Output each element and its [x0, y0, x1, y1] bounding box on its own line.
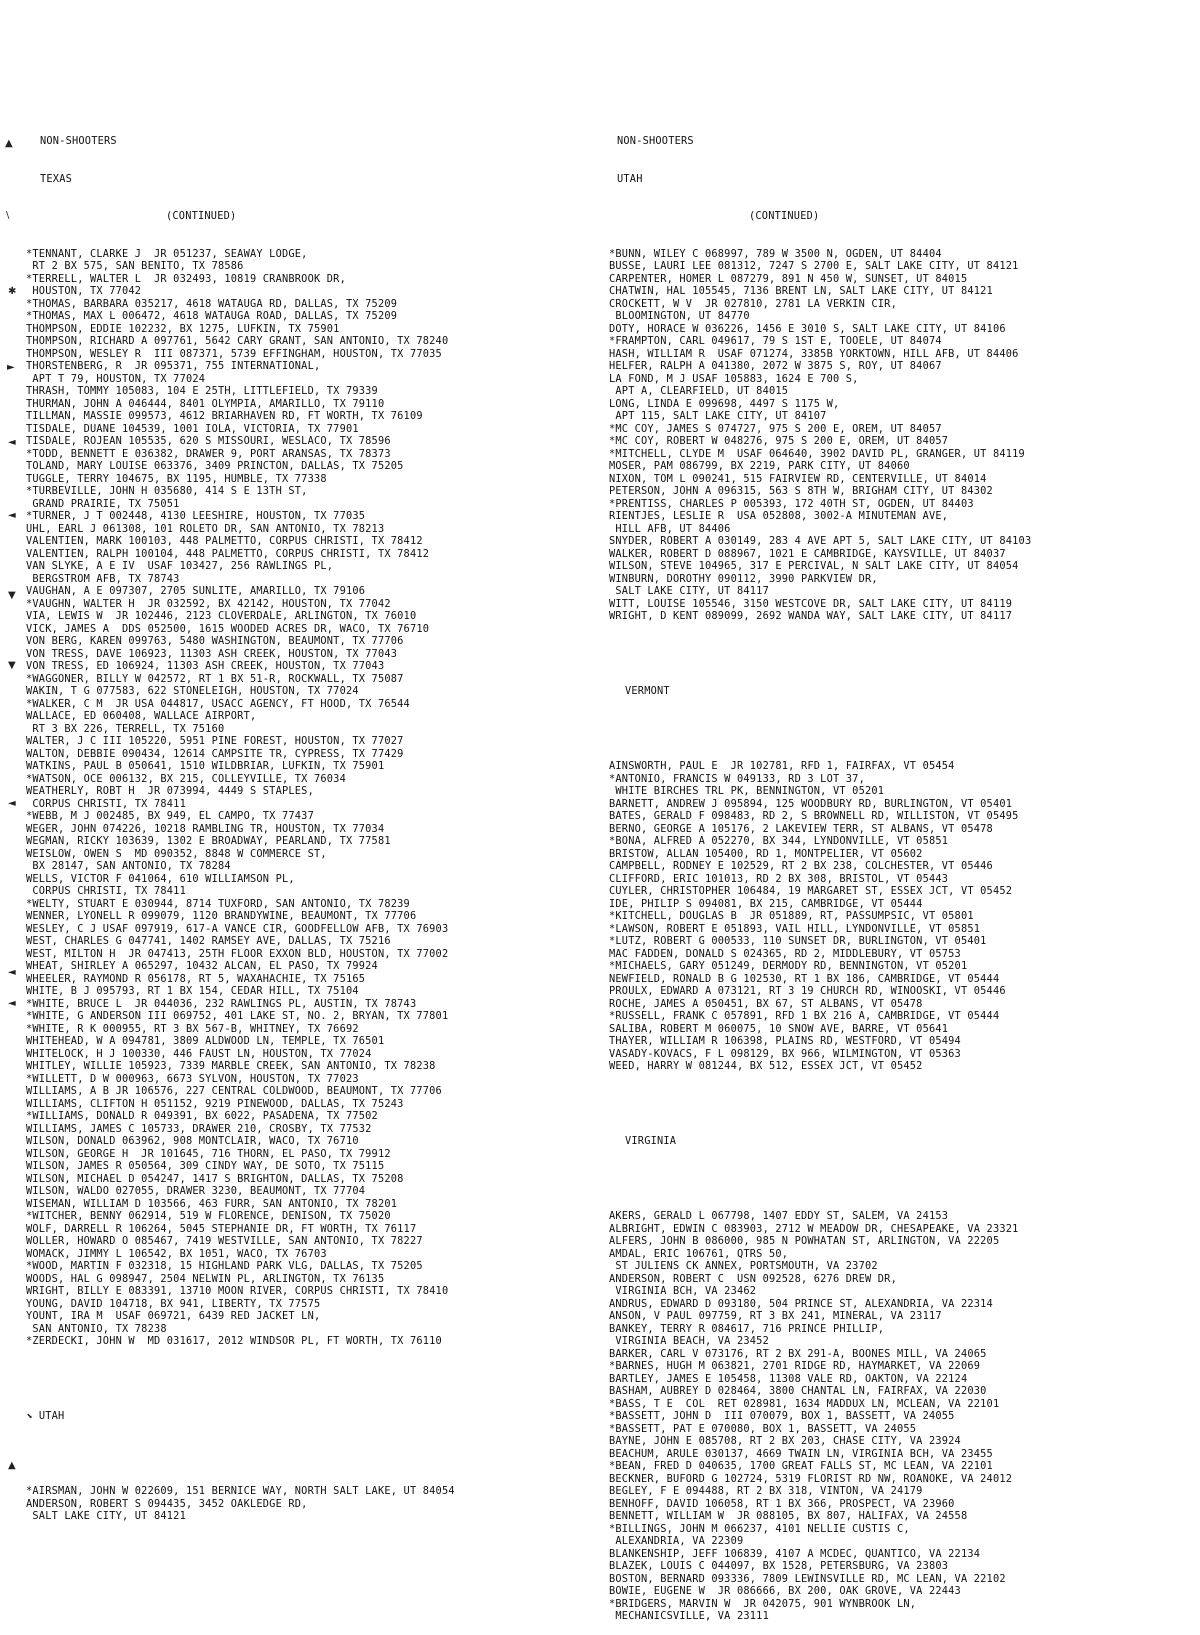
list-item: PETERSON, JOHN A 096315, 563 S 8TH W, BRIGHAM CITY, UT 84302: [609, 485, 993, 497]
list-item: WILSON, MICHAEL D 054247, 1417 S BRIGHTON, DALLAS, TX 75208: [26, 1172, 404, 1185]
list-item: ANDERSON, ROBERT C USN 092528, 6276 DREW DR,: [609, 1272, 897, 1285]
list-item: WEED, HARRY W 081244, BX 512, ESSEX JCT, VT 05452: [609, 1060, 923, 1072]
list-item: WHEAT, SHIRLEY A 065297, 10432 ALCAN, EL PASO, TX 79924: [26, 960, 378, 972]
list-item: *WAGGONER, BILLY W 042572, RT 1 BX 51-R, ROCKWALL, TX 75087: [26, 672, 404, 685]
list-item: *WHITE, R K 000955, RT 3 BX 567-B, WHITNEY, TX 76692: [26, 1022, 359, 1035]
list-item: BARNETT, ANDREW J 095894, 125 WOODBURY RD, BURLINGTON, VT 05401: [609, 797, 1013, 810]
list-item: WILLIAMS, CLIFTON H 051152, 9219 PINEWOOD, DALLAS, TX 75243: [26, 1097, 404, 1110]
list-item: WEST, MILTON H JR 047413, 25TH FLOOR EXXON BLD, HOUSTON, TX 77002: [26, 947, 449, 960]
list-item: *THOMAS, BARBARA 035217, 4618 WATAUGA RD, DALLAS, TX 75209: [26, 297, 398, 310]
list-item: BENHOFF, DAVID 106058, RT 1 BX 366, PROSPECT, VA 23960: [609, 1497, 955, 1510]
list-item: TISDALE, ROJEAN 105535, 620 S MISSOURI, WESLACO, TX 78596: [26, 435, 391, 447]
list-item: BERNO, GEORGE A 105176, 2 LAKEVIEW TERR, ST ALBANS, VT 05478: [609, 822, 993, 835]
list-item: WHITE, B J 095793, RT 1 BX 154, CEDAR HILL, TX 75104: [26, 985, 359, 997]
margin-mark-icon: ◄: [8, 798, 16, 809]
margin-mark-icon: ▼: [8, 660, 16, 671]
section-gap: [609, 723, 1184, 736]
list-item: WOLF, DARRELL R 106264, 5045 STEPHANIE DR, FT WORTH, TX 76117: [26, 1222, 417, 1235]
list-item: CHATWIN, HAL 105545, 7136 BRENT LN, SALT LAKE CITY, UT 84121: [609, 285, 993, 297]
margin-mark-icon: \: [6, 210, 10, 221]
list-item: *TODD, BENNETT E 036382, DRAWER 9, PORT ARANSAS, TX 78373: [26, 447, 391, 460]
list-item: *FRAMPTON, CARL 049617, 79 S 1ST E, TOOELE, UT 84074: [609, 335, 942, 347]
arrow-mark-icon: ⬊: [26, 1410, 39, 1422]
list-item: SALT LAKE CITY, UT 84121: [26, 1510, 186, 1522]
list-item: WHITLEY, WILLIE 105923, 7339 MARBLE CREEK, SAN ANTONIO, TX 78238: [26, 1060, 436, 1072]
vermont-entry-list: [609, 760, 1184, 1073]
list-item: VIRGINIA BCH, VA 23462: [609, 1285, 757, 1297]
list-item: ANDERSON, ROBERT S 094435, 3452 OAKLEDGE RD,: [26, 1497, 308, 1510]
list-item: YOUNT, IRA M USAF 069721, 6439 RED JACKET LN,: [26, 1310, 321, 1322]
list-item: THOMPSON, EDDIE 102232, BX 1275, LUFKIN, TX 75901: [26, 322, 340, 335]
list-item: HILL AFB, UT 84406: [609, 522, 731, 535]
section-gap: [26, 1448, 591, 1461]
list-item: *MC COY, JAMES S 074727, 975 S 200 E, OREM, UT 84057: [609, 422, 942, 435]
list-item: VON TRESS, DAVE 106923, 11303 ASH CREEK, HOUSTON, TX 77043: [26, 647, 398, 660]
list-item: *LUTZ, ROBERT G 000533, 110 SUNSET DR, BURLINGTON, VT 05401: [609, 935, 987, 947]
margin-mark-icon: ◄: [8, 998, 16, 1009]
list-item: APT A, CLEARFIELD, UT 84015: [609, 385, 789, 397]
section-gap: [609, 648, 1184, 661]
list-item: BARTLEY, JAMES E 105458, 11308 VALE RD, OAKTON, VA 22124: [609, 1372, 968, 1385]
list-item: SNYDER, ROBERT A 030149, 283 4 AVE APT 5, SALT LAKE CITY, UT 84103: [609, 535, 1032, 547]
list-item: *MITCHELL, CLYDE M USAF 064640, 3902 DAVID PL, GRANGER, UT 84119: [609, 447, 1025, 460]
list-item: WESLEY, C J USAF 097919, 617-A VANCE CIR, GOODFELLOW AFB, TX 76903: [26, 922, 449, 935]
list-item: *MC COY, ROBERT W 048276, 975 S 200 E, OREM, UT 84057: [609, 435, 949, 447]
list-item: ST JULIENS CK ANNEX, PORTSMOUTH, VA 23702: [609, 1260, 878, 1272]
list-item: *BASSETT, JOHN D III 070079, BOX 1, BASSETT, VA 24055: [609, 1410, 955, 1422]
list-item: WOODS, HAL G 098947, 2504 NELWIN PL, ARLINGTON, TX 76135: [26, 1272, 385, 1285]
list-item: NEWFIELD, RONALD B G 102530, RT 1 BX 186, CAMBRIDGE, VT 05444: [609, 972, 1000, 985]
list-item: TISDALE, DUANE 104539, 1001 IOLA, VICTORIA, TX 77901: [26, 422, 359, 435]
list-item: CLIFFORD, ERIC 101013, RD 2 BX 308, BRISTOL, VT 05443: [609, 872, 949, 885]
list-item: BOWIE, EUGENE W JR 086666, BX 200, OAK GROVE, VA 22443: [609, 1585, 961, 1597]
virginia-entry-list: [609, 1210, 1184, 1623]
list-item: BARKER, CARL V 073176, RT 2 BX 291-A, BOONES MILL, VA 24065: [609, 1347, 987, 1360]
margin-mark-icon: ▲: [5, 138, 13, 149]
section-gap: [26, 1373, 591, 1386]
list-item: TUGGLE, TERRY 104675, BX 1195, HUMBLE, TX 77338: [26, 472, 327, 485]
list-item: *WILLIAMS, DONALD R 049391, BX 6022, PASADENA, TX 77502: [26, 1110, 378, 1122]
list-item: WATKINS, PAUL B 050641, 1510 WILDBRIAR, LUFKIN, TX 75901: [26, 760, 385, 772]
list-item: BATES, GERALD F 098483, RD 2, S BROWNELL RD, WILLISTON, VT 05495: [609, 810, 1019, 822]
margin-mark-icon: ▲: [8, 1460, 16, 1471]
right-column: [609, 110, 1184, 1635]
list-item: THOMPSON, WESLEY R III 087371, 5739 EFFINGHAM, HOUSTON, TX 77035: [26, 347, 442, 360]
list-item: WHEELER, RAYMOND R 056178, RT 5, WAXAHACHIE, TX 75165: [26, 972, 366, 985]
list-item: WINBURN, DOROTHY 090112, 3990 PARKVIEW DR,: [609, 572, 878, 585]
list-item: HOUSTON, TX 77042: [26, 285, 142, 297]
list-item: WHITELOCK, H J 100330, 446 FAUST LN, HOUSTON, TX 77024: [26, 1047, 372, 1060]
list-item: *AIRSMAN, JOHN W 022609, 151 BERNICE WAY, NORTH SALT LAKE, UT 84054: [26, 1485, 455, 1497]
list-item: ROCHE, JAMES A 050451, BX 67, ST ALBANS, VT 05478: [609, 997, 923, 1010]
list-item: *LAWSON, ROBERT E 051893, VAIL HILL, LYNDONVILLE, VT 05851: [609, 922, 981, 935]
margin-mark-icon: ◄: [8, 967, 16, 978]
margin-mark-icon: ►: [7, 362, 15, 373]
list-item: CORPUS CHRISTI, TX 78411: [26, 797, 186, 810]
list-item: *RUSSELL, FRANK C 057891, RFD 1 BX 216 A, CAMBRIDGE, VT 05444: [609, 1010, 1000, 1022]
list-item: SAN ANTONIO, TX 78238: [26, 1322, 167, 1335]
list-item: BX 28147, SAN ANTONIO, TX 78284: [26, 860, 231, 872]
list-item: *MICHAELS, GARY 051249, DERMODY RD, BENNINGTON, VT 05201: [609, 960, 968, 972]
right-header: NON-SHOOTERS: [617, 135, 694, 147]
list-item: VON BERG, KAREN 099763, 5480 WASHINGTON, BEAUMONT, TX 77706: [26, 635, 404, 647]
list-item: WILSON, WALDO 027055, DRAWER 3230, BEAUMONT, TX 77704: [26, 1185, 366, 1197]
list-item: RIENTJES, LESLIE R USA 052808, 3002-A MINUTEMAN AVE,: [609, 510, 949, 522]
list-item: WEGMAN, RICKY 103639, 1302 E BROADWAY, PEARLAND, TX 77581: [26, 835, 391, 847]
list-item: BAYNE, JOHN E 085708, RT 2 BX 203, CHASE CITY, VA 23924: [609, 1435, 961, 1447]
list-item: *WELTY, STUART E 030944, 8714 TUXFORD, SAN ANTONIO, TX 78239: [26, 897, 410, 910]
list-item: BUSSE, LAURI LEE 081312, 7247 S 2700 E, SALT LAKE CITY, UT 84121: [609, 260, 1019, 272]
list-item: SALIBA, ROBERT M 060075, 10 SNOW AVE, BARRE, VT 05641: [609, 1022, 949, 1035]
list-item: VAN SLYKE, A E IV USAF 103427, 256 RAWLINGS PL,: [26, 560, 334, 572]
list-item: WILSON, GEORGE H JR 101645, 716 THORN, EL PASO, TX 79912: [26, 1147, 391, 1160]
list-item: THRASH, TOMMY 105083, 104 E 25TH, LITTLEFIELD, TX 79339: [26, 385, 378, 397]
list-item: WAKIN, T G 077583, 622 STONELEIGH, HOUSTON, TX 77024: [26, 685, 359, 697]
list-item: ALEXANDRIA, VA 22309: [609, 1535, 744, 1547]
list-item: WEST, CHARLES G 047741, 1402 RAMSEY AVE, DALLAS, TX 75216: [26, 935, 391, 947]
list-item: AINSWORTH, PAUL E JR 102781, RFD 1, FAIRFAX, VT 05454: [609, 760, 955, 772]
list-item: THURMAN, JOHN A 046444, 8401 OLYMPIA, AMARILLO, TX 79110: [26, 397, 385, 410]
left-header: NON-SHOOTERS: [40, 135, 117, 147]
list-item: BLAZEK, LOUIS C 044097, BX 1528, PETERSBURG, VA 23803: [609, 1560, 949, 1572]
list-item: YOUNG, DAVID 104718, BX 941, LIBERTY, TX 77575: [26, 1297, 321, 1310]
utah-entry-list: [26, 1485, 591, 1523]
list-item: WITT, LOUISE 105546, 3150 WESTCOVE DR, SALT LAKE CITY, UT 84119: [609, 597, 1013, 610]
list-item: LA FOND, M J USAF 105883, 1624 E 700 S,: [609, 372, 859, 385]
list-item: CUYLER, CHRISTOPHER 106484, 19 MARGARET ST, ESSEX JCT, VT 05452: [609, 885, 1013, 897]
list-item: VIA, LEWIS W JR 102446, 2123 CLOVERDALE, ARLINGTON, TX 76010: [26, 610, 417, 622]
list-item: ALFERS, JOHN B 086000, 985 N POWHATAN ST, ARLINGTON, VA 22205: [609, 1235, 1000, 1247]
list-item: WILLIAMS, A B JR 106576, 227 CENTRAL COLDWOOD, BEAUMONT, TX 77706: [26, 1085, 442, 1097]
list-item: WILSON, DONALD 063962, 908 MONTCLAIR, WACO, TX 76710: [26, 1135, 359, 1147]
list-item: RT 3 BX 226, TERRELL, TX 75160: [26, 722, 225, 735]
list-item: WEATHERLY, ROBT H JR 073994, 4449 S STAPLES,: [26, 785, 314, 797]
right-subheader: UTAH: [617, 172, 643, 185]
list-item: *WILLETT, D W 000963, 6673 SYLVON, HOUSTON, TX 77023: [26, 1072, 359, 1085]
list-item: MECHANICSVILLE, VA 23111: [609, 1610, 769, 1622]
list-item: CORPUS CHRISTI, TX 78411: [26, 885, 186, 897]
list-item: *THOMAS, MAX L 006472, 4618 WATAUGA ROAD, DALLAS, TX 75209: [26, 310, 398, 322]
margin-mark-icon: ✱: [8, 286, 17, 297]
list-item: *WHITE, BRUCE L JR 044036, 232 RAWLINGS PL, AUSTIN, TX 78743: [26, 997, 417, 1010]
list-item: CAMPBELL, RODNEY E 102529, RT 2 BX 238, COLCHESTER, VT 05446: [609, 860, 993, 872]
list-item: UHL, EARL J 061308, 101 ROLETO DR, SAN ANTONIO, TX 78213: [26, 522, 385, 535]
list-item: *KITCHELL, DOUGLAS B JR 051889, RT, PASSUMPSIC, VT 05801: [609, 910, 974, 922]
list-item: PROULX, EDWARD A 073121, RT 3 19 CHURCH RD, WINOOSKI, VT 05446: [609, 985, 1006, 997]
list-item: *TENNANT, CLARKE J JR 051237, SEAWAY LODGE,: [26, 247, 308, 260]
list-item: WALLACE, ED 060408, WALLACE AIRPORT,: [26, 710, 257, 722]
left-column: [26, 110, 591, 1535]
list-item: BEACHUM, ARULE 030137, 4669 TWAIN LN, VIRGINIA BCH, VA 23455: [609, 1447, 993, 1460]
list-item: *WALKER, C M JR USA 044817, USACC AGENCY, FT HOOD, TX 76544: [26, 697, 410, 710]
list-item: WOMACK, JIMMY L 106542, BX 1051, WACO, TX 76703: [26, 1247, 327, 1260]
list-item: *BASS, T E COL RET 028981, 1634 MADDUX LN, MCLEAN, VA 22101: [609, 1397, 1000, 1410]
list-item: WRIGHT, D KENT 089099, 2692 WANDA WAY, SALT LAKE CITY, UT 84117: [609, 610, 1013, 622]
left-continued: (CONTINUED): [166, 210, 237, 222]
list-item: BANKEY, TERRY R 084617, 716 PRINCE PHILLIP,: [609, 1322, 885, 1335]
list-item: WALKER, ROBERT D 088967, 1021 E CAMBRIDGE, KAYSVILLE, UT 84037: [609, 547, 1006, 560]
list-item: *WOOD, MARTIN F 032318, 15 HIGHLAND PARK VLG, DALLAS, TX 75205: [26, 1260, 423, 1272]
list-item: BERGSTROM AFB, TX 78743: [26, 572, 180, 585]
left-entry-list: [26, 248, 591, 1348]
list-item: VAUGHAN, A E 097307, 2705 SUNLITE, AMARILLO, TX 79106: [26, 585, 366, 597]
list-item: *TERRELL, WALTER L JR 032493, 10819 CRANBROOK DR,: [26, 272, 346, 285]
list-item: THAYER, WILLIAM R 106398, PLAINS RD, WESTFORD, VT 05494: [609, 1035, 961, 1047]
list-item: IDE, PHILIP S 094081, BX 215, CAMBRIDGE, VT 05444: [609, 897, 923, 910]
list-item: ANSON, V PAUL 097759, RT 3 BX 241, MINERAL, VA 23117: [609, 1310, 942, 1322]
section-gap: [609, 1173, 1184, 1186]
list-item: CROCKETT, W V JR 027810, 2781 LA VERKIN CIR,: [609, 297, 897, 310]
list-item: WRIGHT, BILLY E 083391, 13710 MOON RIVER, CORPUS CHRISTI, TX 78410: [26, 1285, 449, 1297]
list-item: *BARNES, HUGH M 063821, 2701 RIDGE RD, HAYMARKET, VA 22069: [609, 1360, 981, 1372]
list-item: BOSTON, BERNARD 093336, 7809 LEWINSVILLE RD, MC LEAN, VA 22102: [609, 1572, 1006, 1585]
list-item: VALENTIEN, MARK 100103, 448 PALMETTO, CORPUS CHRISTI, TX 78412: [26, 535, 423, 547]
list-item: APT 115, SALT LAKE CITY, UT 84107: [609, 410, 827, 422]
list-item: *TURBEVILLE, JOHN H 035680, 414 S E 13TH ST,: [26, 485, 308, 497]
left-subheader: TEXAS: [40, 172, 72, 185]
list-item: *WITCHER, BENNY 062914, 519 W FLORENCE, DENISON, TX 75020: [26, 1210, 391, 1222]
list-item: *BUNN, WILEY C 068997, 789 W 3500 N, OGDEN, UT 84404: [609, 247, 942, 260]
list-item: BLOOMINGTON, UT 84770: [609, 310, 750, 322]
list-item: TOLAND, MARY LOUISE 063376, 3409 PRINCTON, DALLAS, TX 75205: [26, 460, 404, 472]
list-item: *PRENTISS, CHARLES P 005393, 172 40TH ST, OGDEN, UT 84403: [609, 497, 974, 510]
list-item: BASHAM, AUBREY D 028464, 3800 CHANTAL LN, FAIRFAX, VA 22030: [609, 1385, 987, 1397]
list-item: WISEMAN, WILLIAM D 103566, 463 FURR, SAN ANTONIO, TX 78201: [26, 1197, 398, 1210]
list-item: MAC FADDEN, DONALD S 024365, RD 2, MIDDLEBURY, VT 05753: [609, 947, 961, 960]
list-item: WENNER, LYONELL R 099079, 1120 BRANDYWINE, BEAUMONT, TX 77706: [26, 910, 417, 922]
list-item: WALTON, DEBBIE 090434, 12614 CAMPSITE TR, CYPRESS, TX 77429: [26, 747, 404, 760]
margin-mark-icon: ▼: [8, 590, 16, 601]
list-item: BENNETT, WILLIAM W JR 088105, BX 807, HALIFAX, VA 24558: [609, 1510, 968, 1522]
list-item: AKERS, GERALD L 067798, 1407 EDDY ST, SALEM, VA 24153: [609, 1210, 949, 1222]
list-item: TILLMAN, MASSIE 099573, 4612 BRIARHAVEN RD, FT WORTH, TX 76109: [26, 410, 423, 422]
list-item: THORSTENBERG, R JR 095371, 755 INTERNATIONAL,: [26, 360, 321, 372]
list-item: *BEAN, FRED D 040635, 1700 GREAT FALLS ST, MC LEAN, VA 22101: [609, 1460, 993, 1472]
list-item: *WHITE, G ANDERSON III 069752, 401 LAKE ST, NO. 2, BRYAN, TX 77801: [26, 1010, 449, 1022]
list-item: *WEBB, M J 002485, BX 949, EL CAMPO, TX 77437: [26, 810, 314, 822]
list-item: *TURNER, J T 002448, 4130 LEESHIRE, HOUSTON, TX 77035: [26, 510, 366, 522]
list-item: ALBRIGHT, EDWIN C 083903, 2712 W MEADOW DR, CHESAPEAKE, VA 23321: [609, 1222, 1019, 1235]
list-item: WILSON, JAMES R 050564, 309 CINDY WAY, DE SOTO, TX 75115: [26, 1160, 385, 1172]
section-gap: [609, 1098, 1184, 1111]
list-item: *VAUGHN, WALTER H JR 032592, BX 42142, HOUSTON, TX 77042: [26, 597, 391, 610]
list-item: ANDRUS, EDWARD D 093180, 504 PRINCE ST, ALEXANDRIA, VA 22314: [609, 1297, 993, 1310]
vermont-heading: VERMONT: [625, 685, 670, 697]
list-item: APT T 79, HOUSTON, TX 77024: [26, 372, 206, 385]
list-item: RT 2 BX 575, SAN BENITO, TX 78586: [26, 260, 244, 272]
list-item: GRAND PRAIRIE, TX 75051: [26, 497, 180, 510]
list-item: VALENTIEN, RALPH 100104, 448 PALMETTO, CORPUS CHRISTI, TX 78412: [26, 547, 430, 560]
list-item: *BONA, ALFRED A 052270, BX 344, LYNDONVILLE, VT 05851: [609, 835, 949, 847]
right-continued: (CONTINUED): [749, 210, 820, 222]
list-item: VON TRESS, ED 106924, 11303 ASH CREEK, HOUSTON, TX 77043: [26, 660, 385, 672]
list-item: WILLIAMS, JAMES C 105733, DRAWER 210, CROSBY, TX 77532: [26, 1122, 372, 1135]
list-item: NIXON, TOM L 090241, 515 FAIRVIEW RD, CENTERVILLE, UT 84014: [609, 472, 987, 485]
list-item: WEISLOW, OWEN S MD 090352, 8848 W COMMERCE ST,: [26, 847, 327, 860]
margin-mark-icon: ◄: [8, 437, 16, 448]
list-item: MOSER, PAM 086799, BX 2219, PARK CITY, UT 84060: [609, 460, 910, 472]
list-item: WHITEHEAD, W A 094781, 3809 ALDWOOD LN, TEMPLE, TX 76501: [26, 1035, 385, 1047]
list-item: *WATSON, OCE 006132, BX 215, COLLEYVILLE, TX 76034: [26, 772, 346, 785]
list-item: *BILLINGS, JOHN M 066237, 4101 NELLIE CUSTIS C,: [609, 1522, 910, 1535]
list-item: HELFER, RALPH A 041380, 2072 W 3875 S, ROY, UT 84067: [609, 360, 942, 372]
list-item: DOTY, HORACE W 036226, 1456 E 3010 S, SALT LAKE CITY, UT 84106: [609, 322, 1006, 335]
list-item: *ZERDECKI, JOHN W MD 031617, 2012 WINDSOR PL, FT WORTH, TX 76110: [26, 1335, 442, 1347]
right-entry-list: [609, 248, 1184, 623]
list-item: WHITE BIRCHES TRL PK, BENNINGTON, VT 05201: [609, 785, 885, 797]
list-item: BEGLEY, F E 094488, RT 2 BX 318, VINTON, VA 24179: [609, 1485, 923, 1497]
list-item: BLANKENSHIP, JEFF 106839, 4107 A MCDEC, QUANTICO, VA 22134: [609, 1547, 981, 1560]
list-item: WEGER, JOHN 074226, 10218 RAMBLING TR, HOUSTON, TX 77034: [26, 822, 385, 835]
list-item: VASADY-KOVACS, F L 098129, BX 966, WILMINGTON, VT 05363: [609, 1047, 961, 1060]
list-item: AMDAL, ERIC 106761, QTRS 50,: [609, 1247, 789, 1260]
list-item: THOMPSON, RICHARD A 097761, 5642 CARY GRANT, SAN ANTONIO, TX 78240: [26, 335, 449, 347]
list-item: WALTER, J C III 105220, 5951 PINE FOREST, HOUSTON, TX 77027: [26, 735, 404, 747]
virginia-heading: VIRGINIA: [625, 1135, 677, 1147]
list-item: WELLS, VICTOR F 041064, 610 WILLIAMSON PL,: [26, 872, 295, 885]
list-item: HASH, WILLIAM R USAF 071274, 3385B YORKTOWN, HILL AFB, UT 84406: [609, 347, 1019, 360]
margin-mark-icon: ◄: [8, 510, 16, 521]
list-item: WILSON, STEVE 104965, 317 E PERCIVAL, N SALT LAKE CITY, UT 84054: [609, 560, 1019, 572]
list-item: *ANTONIO, FRANCIS W 049133, RD 3 LOT 37,: [609, 772, 865, 785]
list-item: VICK, JAMES A DDS 052500, 1615 WOODED ACRES DR, WACO, TX 76710: [26, 622, 430, 635]
list-item: LONG, LINDA E 099698, 4497 S 1175 W,: [609, 397, 840, 410]
list-item: BRISTOW, ALLAN 105400, RD 1, MONTPELIER, VT 05602: [609, 847, 923, 860]
list-item: *BRIDGERS, MARVIN W JR 042075, 901 WYNBROOK LN,: [609, 1597, 917, 1610]
list-item: WOLLER, HOWARD O 085467, 7419 WESTVILLE, SAN ANTONIO, TX 78227: [26, 1235, 423, 1247]
list-item: CARPENTER, HOMER L 087279, 891 N 450 W, SUNSET, UT 84015: [609, 272, 968, 285]
utah-heading: ⬊ UTAH: [26, 1410, 65, 1422]
list-item: BECKNER, BUFORD G 102724, 5319 FLORIST RD NW, ROANOKE, VA 24012: [609, 1472, 1013, 1485]
list-item: SALT LAKE CITY, UT 84117: [609, 585, 769, 597]
list-item: VIRGINIA BEACH, VA 23452: [609, 1335, 769, 1347]
list-item: *BASSETT, PAT E 070080, BOX 1, BASSETT, VA 24055: [609, 1422, 917, 1435]
